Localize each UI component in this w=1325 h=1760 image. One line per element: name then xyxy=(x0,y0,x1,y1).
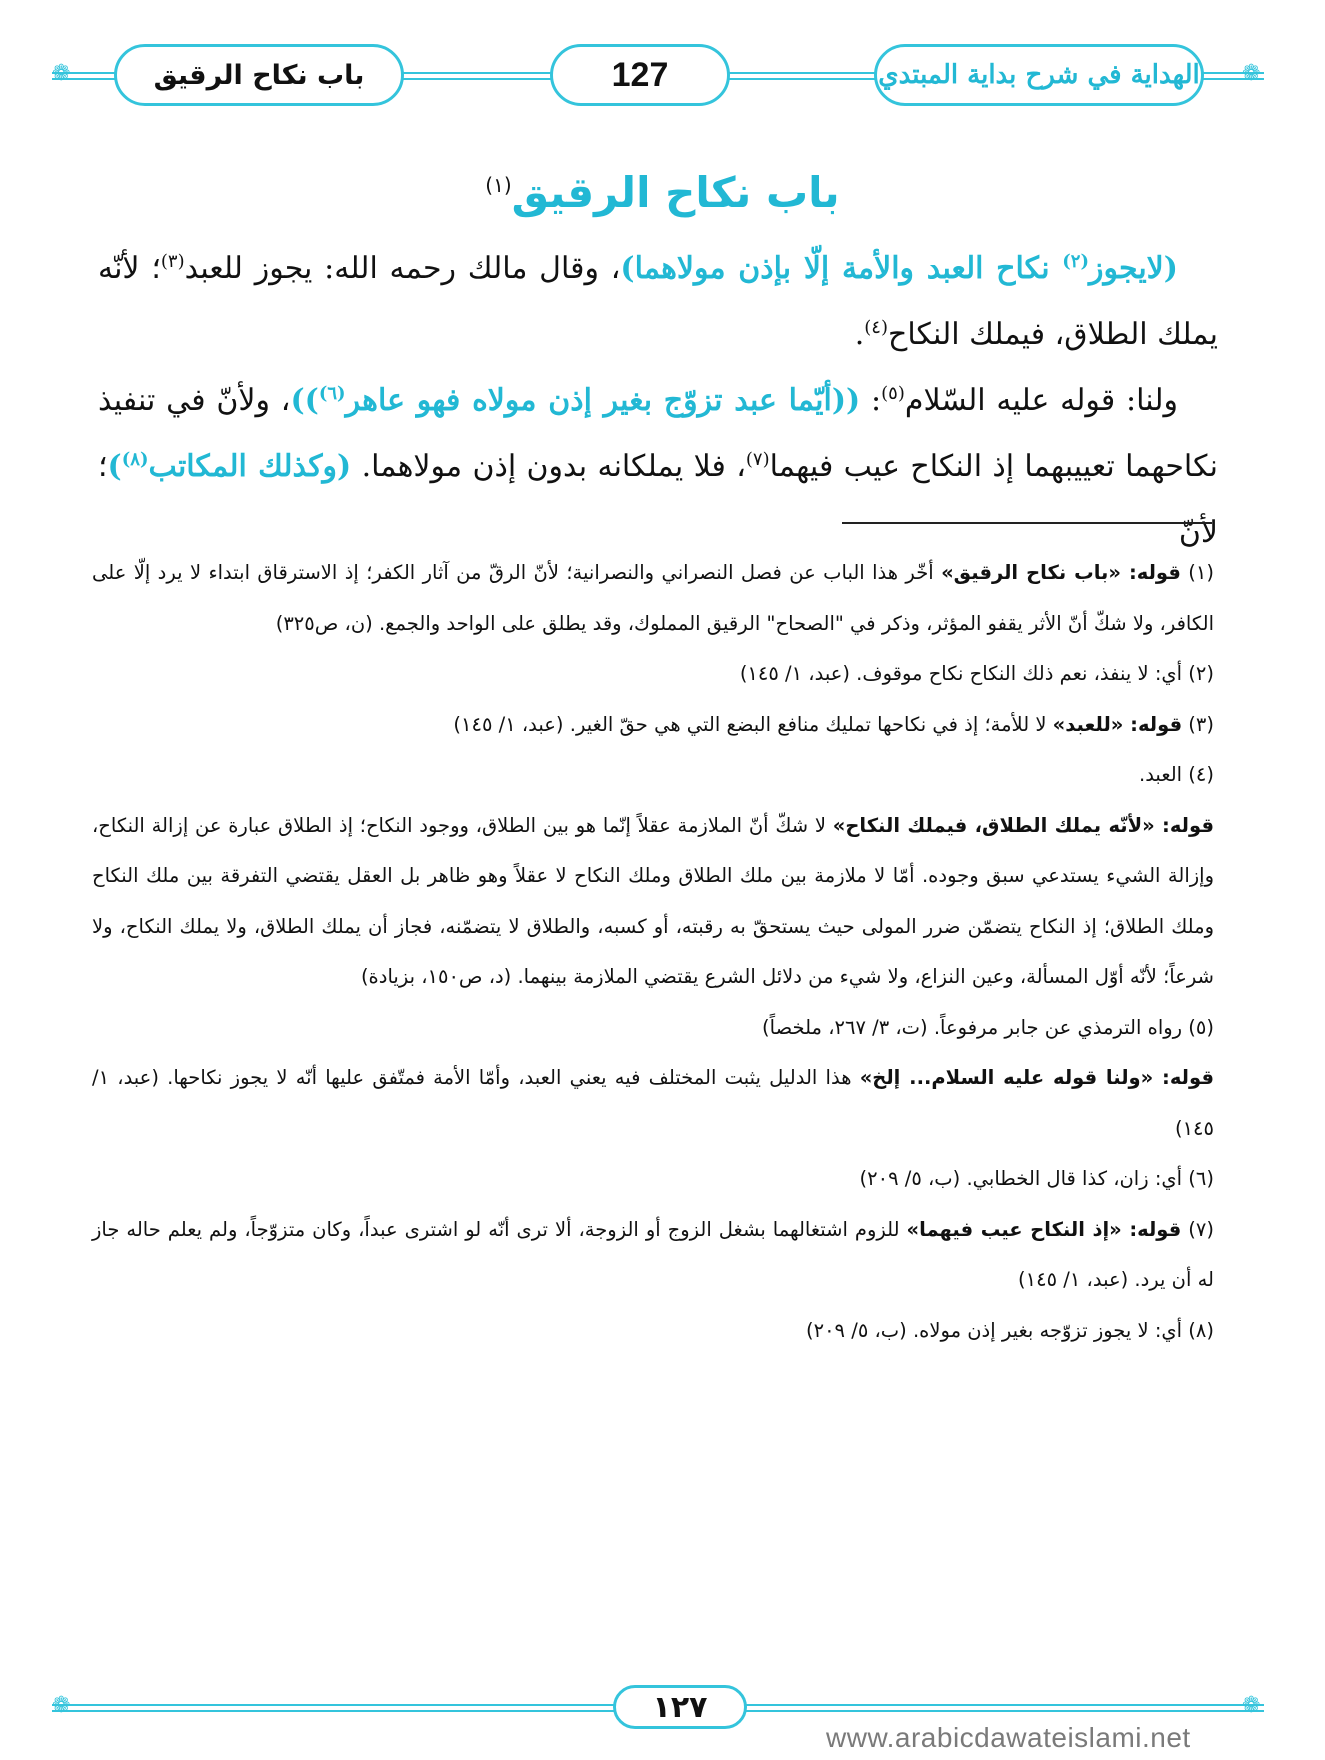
footnote-number: (١) xyxy=(1180,561,1215,584)
text-segment: : xyxy=(860,383,882,418)
right-ornament-icon: ❁ xyxy=(1242,1693,1261,1718)
body-paragraph-1 xyxy=(98,236,1218,368)
left-ornament-icon: ❁ xyxy=(52,1693,71,1718)
footnote-5: (٥) رواه الترمذي عن جابر مرفوعاً. (ت، ٣/ ٢٦٧، ملخصاً) xyxy=(762,1015,1214,1039)
book-title-box xyxy=(874,44,1204,106)
footnote-1 xyxy=(92,548,1214,649)
book-title: الهداية في شرح بداية المبتدي xyxy=(878,60,1200,90)
page-number-box xyxy=(550,44,730,106)
footnote-6: (٦) أي: زان، كذا قال الخطابي. (ب، ٥/ ٢٠٩) xyxy=(859,1167,1214,1190)
chapter-title: باب نكاح الرقيق xyxy=(153,59,365,91)
footer-page-number-box xyxy=(613,1685,747,1729)
footer-page-number: ١٢٧ xyxy=(652,1689,708,1725)
footnote-ref: (٧) xyxy=(745,449,770,470)
text-segment: ، فلا يملكانه بدون إذن مولاهما. xyxy=(351,449,746,484)
footnote-text: لا للأمة؛ إذ في نكاحها تمليك منافع البضع التي هي حقّ الغير. (عبد، ١/ ١٤٥) xyxy=(453,712,1053,736)
page-header xyxy=(52,44,1264,108)
page-number: 127 xyxy=(611,55,669,94)
quote-segment: (لايجوز xyxy=(1088,251,1178,286)
footnote-5-commentary xyxy=(92,1053,1214,1154)
website-url[interactable]: www.arabicdawateislami.net xyxy=(826,1722,1191,1753)
main-title-text: باب نكاح الرقيق xyxy=(511,168,840,217)
right-ornament-icon: ❁ xyxy=(1242,61,1261,86)
footnote-text: هذا الدليل يثبت المختلف فيه يعني العبد، وأمّا الأمة فمتّفق عليها أنّه لا يجوز نكاحها. (عبد، ١/ ١٤٥) xyxy=(92,1066,1214,1140)
body-text xyxy=(98,236,1218,566)
footnote-3 xyxy=(92,700,1214,751)
text-segment: ، ولأنّ في تنفيذ نكاحهما تعييبهما إذ النكاح عيب فيهما xyxy=(98,383,1218,484)
footnote-8: (٨) أي: لا يجوز تزوّجه بغير إذن مولاه. (ب، ٥/ ٢٠٩) xyxy=(806,1318,1214,1342)
footnote-ref: (٣) xyxy=(160,251,185,272)
hadith-segment: )) xyxy=(290,383,319,418)
footnotes xyxy=(92,548,1214,1356)
footnote-lead: قوله: «باب نكاح الرقيق» xyxy=(941,561,1181,584)
footnote-4: (٤) العبد. xyxy=(1139,763,1214,786)
left-ornament-icon: ❁ xyxy=(52,61,71,86)
footnote-ref: (٦) xyxy=(318,383,346,404)
main-title-ref: (١) xyxy=(485,173,512,197)
footnote-ref: (٨) xyxy=(121,449,149,470)
footnote-lead: قوله: «للعبد» xyxy=(1052,712,1183,736)
footnote-lead: قوله: «إذ النكاح عيب فيهما» xyxy=(906,1217,1182,1241)
footnote-lead: قوله: «ولنا قوله عليه السلام... إلخ» xyxy=(859,1066,1214,1089)
footnote-text: أخّر هذا الباب عن فصل النصراني والنصرانية؛ لأنّ الرقّ من آثار الكفر؛ إذ الاسترقاق ابتداء لا يرد إلّا على الكافر، ولا شكّ أنّ الأثر يقفو المؤثر، وذكر في "الصحاح" الرقيق المملوك، وقد يطلق على الواحد والجمع. (ن، ص٣٢٥) xyxy=(92,561,1214,635)
quote-segment: نكاح العبد والأمة إلّا بإذن مولاهما) xyxy=(620,251,1063,286)
text-segment: ؛ لأنّه يملك الطلاق، فيملك النكاح xyxy=(98,251,1218,352)
hadith-segment: ((أيّما عبد تزوّج بغير إذن مولاه فهو عاهر xyxy=(345,383,861,418)
footnote-number: (٧) xyxy=(1181,1217,1214,1241)
text-segment: ، وقال مالك رحمه الله: يجوز للعبد xyxy=(184,251,621,286)
footnote-4-commentary xyxy=(92,801,1214,1003)
main-title xyxy=(0,168,1325,217)
footnote-ref: (٢) xyxy=(1062,251,1089,272)
text-segment: ولنا: قوله عليه السّلام xyxy=(904,383,1178,418)
body-paragraph-2 xyxy=(98,368,1218,566)
footnote-lead: قوله: «لأنّه يملك الطلاق، فيملك النكاح» xyxy=(832,813,1214,837)
text-segment: ؛ لأنّ xyxy=(98,449,1218,550)
chapter-title-box xyxy=(114,44,404,106)
footnote-divider xyxy=(842,522,1212,524)
footnote-2: (٢) أي: لا ينفذ، نعم ذلك النكاح نكاح موقوف. (عبد، ١/ ١٤٥) xyxy=(739,662,1214,685)
footnote-text: لا شكّ أنّ الملازمة عقلاً إنّما هو بين الطلاق، ووجود النكاح؛ إذ الطلاق عبارة عن إزالة النكاح، وإزالة الشيء يستدعي سبق وجوده. أمّا لا ملازمة بين ملك الطلاق وملك النكاح لا عقلاً وهو ظاهر بل العقل يقتضي التفرقة بين ملك النكاح وملك الطلاق؛ إذ النكاح يتضمّن ضرر المولى حيث يستحقّ به رقبته، أو كسبه، والطلاق لا يتضمّنه، فجاز أن يملك الطلاق، ولا يملك النكاح، ولا شرعاً؛ لأنّه أوّل المسألة، وعين النزاع، ولا شيء من دلائل الشرع يقتضي الملازمة بينهما. (د، ص١٥٠، بزيادة) xyxy=(92,813,1214,988)
footnote-ref: (٤) xyxy=(864,317,888,338)
footnote-ref: (٥) xyxy=(881,383,905,404)
footnote-7 xyxy=(92,1205,1214,1306)
quote-segment: ) xyxy=(107,449,122,484)
footnote-text: للزوم اشتغالهما بشغل الزوج أو الزوجة، ألا ترى أنّه لو اشترى عبداً، وكان متزوّجاً، ولم يعلم حاله جاز له أن يرد. (عبد، ١/ ١٤٥) xyxy=(92,1217,1214,1291)
text-segment: . xyxy=(854,317,865,352)
quote-segment: (وكذلك المكاتب xyxy=(148,449,352,484)
footnote-number: (٣) xyxy=(1182,712,1214,736)
